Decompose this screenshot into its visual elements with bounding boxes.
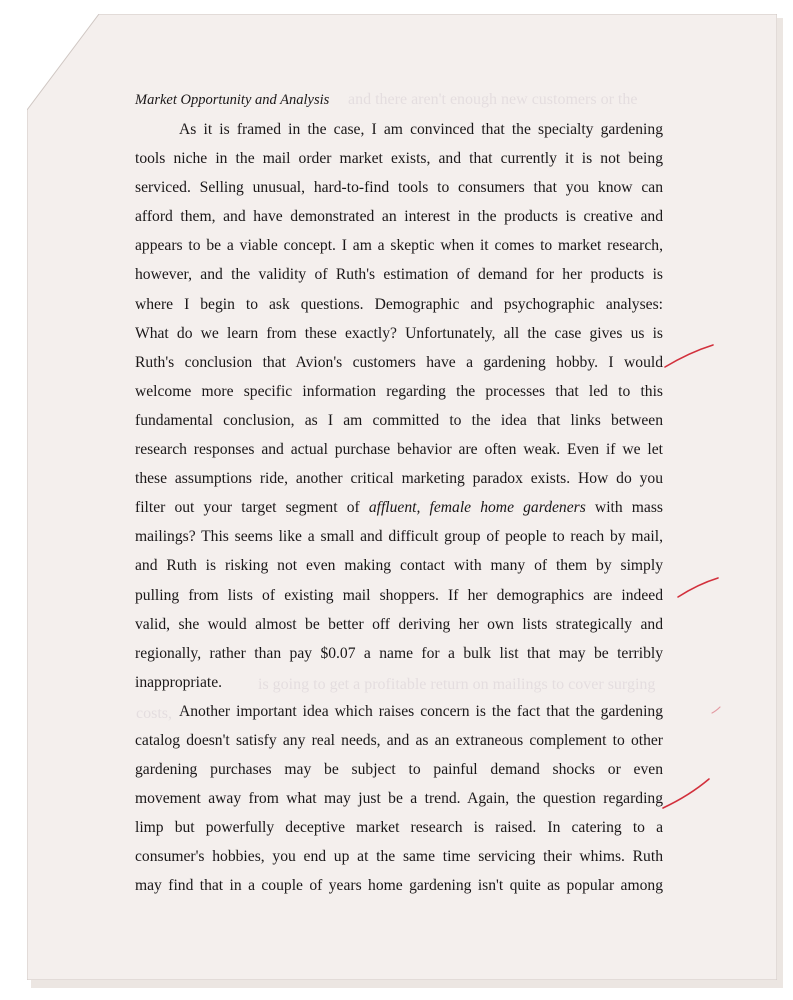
text-line: As it is framed in the case, I am convinced that the specialty gardening: [179, 121, 663, 138]
text-line: research responses and actual purchase behavior are often weak. Even if we let: [135, 441, 663, 459]
text-line: consumer's hobbies, you end up at the same time servicing their whims. Ruth: [135, 848, 663, 866]
text-line: inappropriate.: [135, 673, 223, 691]
text-line: appears to be a viable concept. I am a skeptic when it comes to market research,: [135, 237, 663, 255]
text-line: these assumptions ride, another critical marketing paradox exists. How do you: [135, 470, 663, 488]
text-line: movement away from what may just be a trend. Again, the question regarding: [135, 790, 663, 808]
text-line: fundamental conclusion, as I am committed to the idea that links between: [135, 411, 663, 429]
text-line: What do we learn from these exactly? Unfortunately, all the case gives us is: [135, 324, 663, 342]
text-line: limp but powerfully deceptive market research is raised. In catering to a: [135, 819, 663, 837]
text-line: regionally, rather than pay $0.07 a name for a bulk list that may be terribly: [135, 644, 663, 662]
text-line: tools niche in the mail order market exists, and that currently it is not being: [135, 150, 663, 168]
bleed-through-text-2: is going to get a profitable return on mailings to cover surging: [258, 676, 656, 693]
paragraph-1: [135, 115, 663, 697]
text-fragment: with mass: [585, 499, 663, 517]
text-line: Ruth's conclusion that Avion's customers have a gardening hobby. I would: [135, 353, 663, 371]
text-line: may find that in a couple of years home gardening isn't quite as popular among: [135, 877, 663, 895]
paragraph-2: [135, 697, 663, 901]
text-line: afford them, and have demonstrated an interest in the products is creative and: [135, 208, 663, 226]
text-line: pulling from lists of existing mail shoppers. If her demographics are indeed: [135, 586, 663, 604]
text-line: where I begin to ask questions. Demographic and psychographic analyses:: [135, 295, 663, 313]
text-line-with-emphasis: [135, 493, 663, 522]
text-line: welcome more specific information regarding the processes that led to this: [135, 382, 663, 400]
text-line: mailings? This seems like a small and difficult group of people to reach by mail,: [135, 528, 663, 546]
text-line: Another important idea which raises concern is the fact that the gardening: [179, 702, 663, 720]
bleed-through-text-1: and there aren't enough new customers or the: [348, 91, 638, 108]
text-fragment: filter out your target segment of: [135, 499, 369, 517]
section-heading: Market Opportunity and Analysis: [135, 92, 330, 108]
text-line: however, and the validity of Ruth's estimation of demand for her products is: [135, 266, 663, 284]
text-line: valid, she would almost be better off deriving her own lists strategically and: [135, 615, 663, 633]
text-line: catalog doesn't satisfy any real needs, and as an extraneous complement to other: [135, 731, 663, 749]
emphasized-phrase: affluent, female home gardeners: [368, 499, 586, 517]
text-line: gardening purchases may be subject to painful demand shocks or even: [135, 761, 663, 779]
bleed-through-text-3: costs,: [136, 705, 172, 722]
text-line: and Ruth is risking not even making contact with many of them by simply: [135, 557, 663, 575]
document-body: [135, 86, 663, 901]
text-line: serviced. Selling unusual, hard-to-find tools to consumers that you know can: [135, 179, 663, 197]
